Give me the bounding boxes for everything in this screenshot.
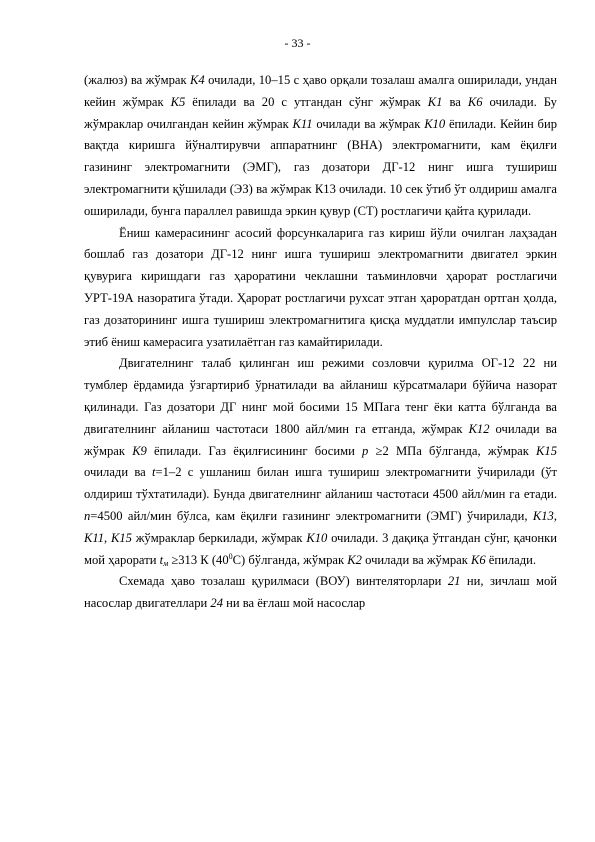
text-run: ёпилади. Газ ёқилғисининг босими xyxy=(146,443,363,458)
page-number: - 33 - xyxy=(284,36,311,50)
valve-label: К13 xyxy=(532,508,554,523)
text-run: ва xyxy=(442,94,468,109)
text-run: ни, зичлаш мой насослар двигателлари xyxy=(84,574,557,611)
text-run: Схемада ҳаво тозалаш қурилмаси (ВОУ) винтеляторлари xyxy=(119,574,448,589)
text-run: =4500 айл/мин бўлса, кам ёқилғи газининг электромагнити (ЭМГ) ўчирилади, xyxy=(90,508,533,523)
text-run: ≥313 К (40 xyxy=(168,552,229,567)
text-run: очилади, 10–15 с ҳаво орқали тозалаш амалга оширилади, ундан кейин жўмрак xyxy=(84,73,557,109)
valve-label: К11 xyxy=(292,116,313,131)
text-run: ≥2 МПа бўлганда, жўмрак xyxy=(368,443,537,458)
paragraph-1 xyxy=(84,70,557,223)
text-run: ёпилади ва 20 с утгандан сўнг жўмрак xyxy=(185,94,428,109)
symbol-rpm: n xyxy=(84,508,91,523)
valve-label: К1 xyxy=(427,94,443,109)
text-run: , xyxy=(553,508,557,523)
valve-label: К6 xyxy=(470,552,486,567)
text-run: очилади. Бу жўмраклар очилгандан кейин жўмрак xyxy=(84,94,557,131)
text-run: очилади. 3 дақиқа ўтгандан сўнг, қачонки мой ҳарорати xyxy=(84,530,558,567)
valve-label: К2 xyxy=(347,552,362,567)
text-run: жўмраклар беркилади, жўмрак xyxy=(131,530,307,545)
text-run: очилади ва xyxy=(84,465,153,480)
valve-label: К15 xyxy=(536,443,558,458)
text-run: ёпилади. xyxy=(485,552,537,567)
paragraph-3 xyxy=(84,353,557,571)
degree-superscript: 0 xyxy=(228,551,233,561)
valve-label: К4 xyxy=(190,73,205,87)
symbol-subscript: м xyxy=(163,558,169,568)
valve-label: К10 xyxy=(424,116,446,131)
text-run: очилади ва жўмрак xyxy=(361,552,471,567)
valve-label: К15 xyxy=(110,530,132,545)
symbol-pressure: р xyxy=(362,443,369,458)
text-run: =1–2 с ушланиш билан ишга тушириш электромагнити ўчирилади (ўт олдириш тўхтатилади). Бунда двигателнинг айланиш частотаси 4500 айл/мин га етади. xyxy=(84,465,558,502)
valve-label: К6 xyxy=(467,94,483,109)
item-number: 21 xyxy=(447,574,461,589)
symbol-time: t xyxy=(152,465,156,480)
text-run: (жалюз) ва жўмрак xyxy=(84,73,191,87)
text-run: С) бўлганда, жўмрак xyxy=(232,552,348,567)
text-run: очилади ва жўмрак xyxy=(312,116,425,131)
paragraph-2 xyxy=(84,223,557,354)
valve-label: К9 xyxy=(132,443,147,458)
valve-label: К10 xyxy=(306,530,328,545)
paragraph-4 xyxy=(84,571,557,615)
text-run: очилади ва жўмрак xyxy=(84,421,557,458)
text-run: , xyxy=(104,530,111,545)
document-body xyxy=(84,70,557,615)
valve-label: К5 xyxy=(170,94,186,109)
valve-label: К11 xyxy=(84,530,105,545)
symbol-oil-temp: t xyxy=(159,552,164,567)
text-run: ёпилади. Кейин бир вақтда киришга йўналтирувчи аппаратнинг (ВНА) электромагнити, кам ёқилғи газининг электромагнити (ЭМГ), газ дозатори ДГ-12 нинг ишга тушириш электромагнити қўшилади (ЭЗ) ва жўмрак К13 очилади. 10 сек ўтиб ўт олдириш амалга оширилади, бунга параллел равишда эркин қувур (СТ) ростлагичи қайта қурилади. xyxy=(84,116,557,218)
text-run: ни ва ёғлаш мой насослар xyxy=(223,596,366,611)
item-number: 24 xyxy=(210,596,223,611)
text-run: Ёниш камерасининг асосий форсункаларига газ кириш йўли очилган лаҳзадан бошлаб газ дозатори ДГ-12 нинг ишга тушириш электромагнити двигател эркин қувурига киришдаги газ ҳароратини чеклашни таъминловчи ҳарорат ростлагичи УРТ-19А назоратига ўтади. Ҳарорат ростлагичи рухсат этган ҳароратдан ортган ҳолда, газ дозаторининг ишга тушириш электромагнитига қисқа муддатли импулслар таъсир этиб ёниш камерасига узатилаётган газ камайтирилади. xyxy=(84,225,557,349)
text-run: Двигателнинг талаб қилинган иш режими созловчи қурилма ОГ-12 22 ни тумблер ёрдамида ўзгартириб ўрнатилади ва айланиш кўрсатмалари бўйича назорат қилинади. Газ дозатори ДГ нинг мой босими 15 МПага тенг ёки катта бўлганда ва двигателнинг айланиш частотаси 1800 айл/мин га етганда, жўмрак xyxy=(84,356,557,436)
valve-label: К12 xyxy=(468,421,490,436)
